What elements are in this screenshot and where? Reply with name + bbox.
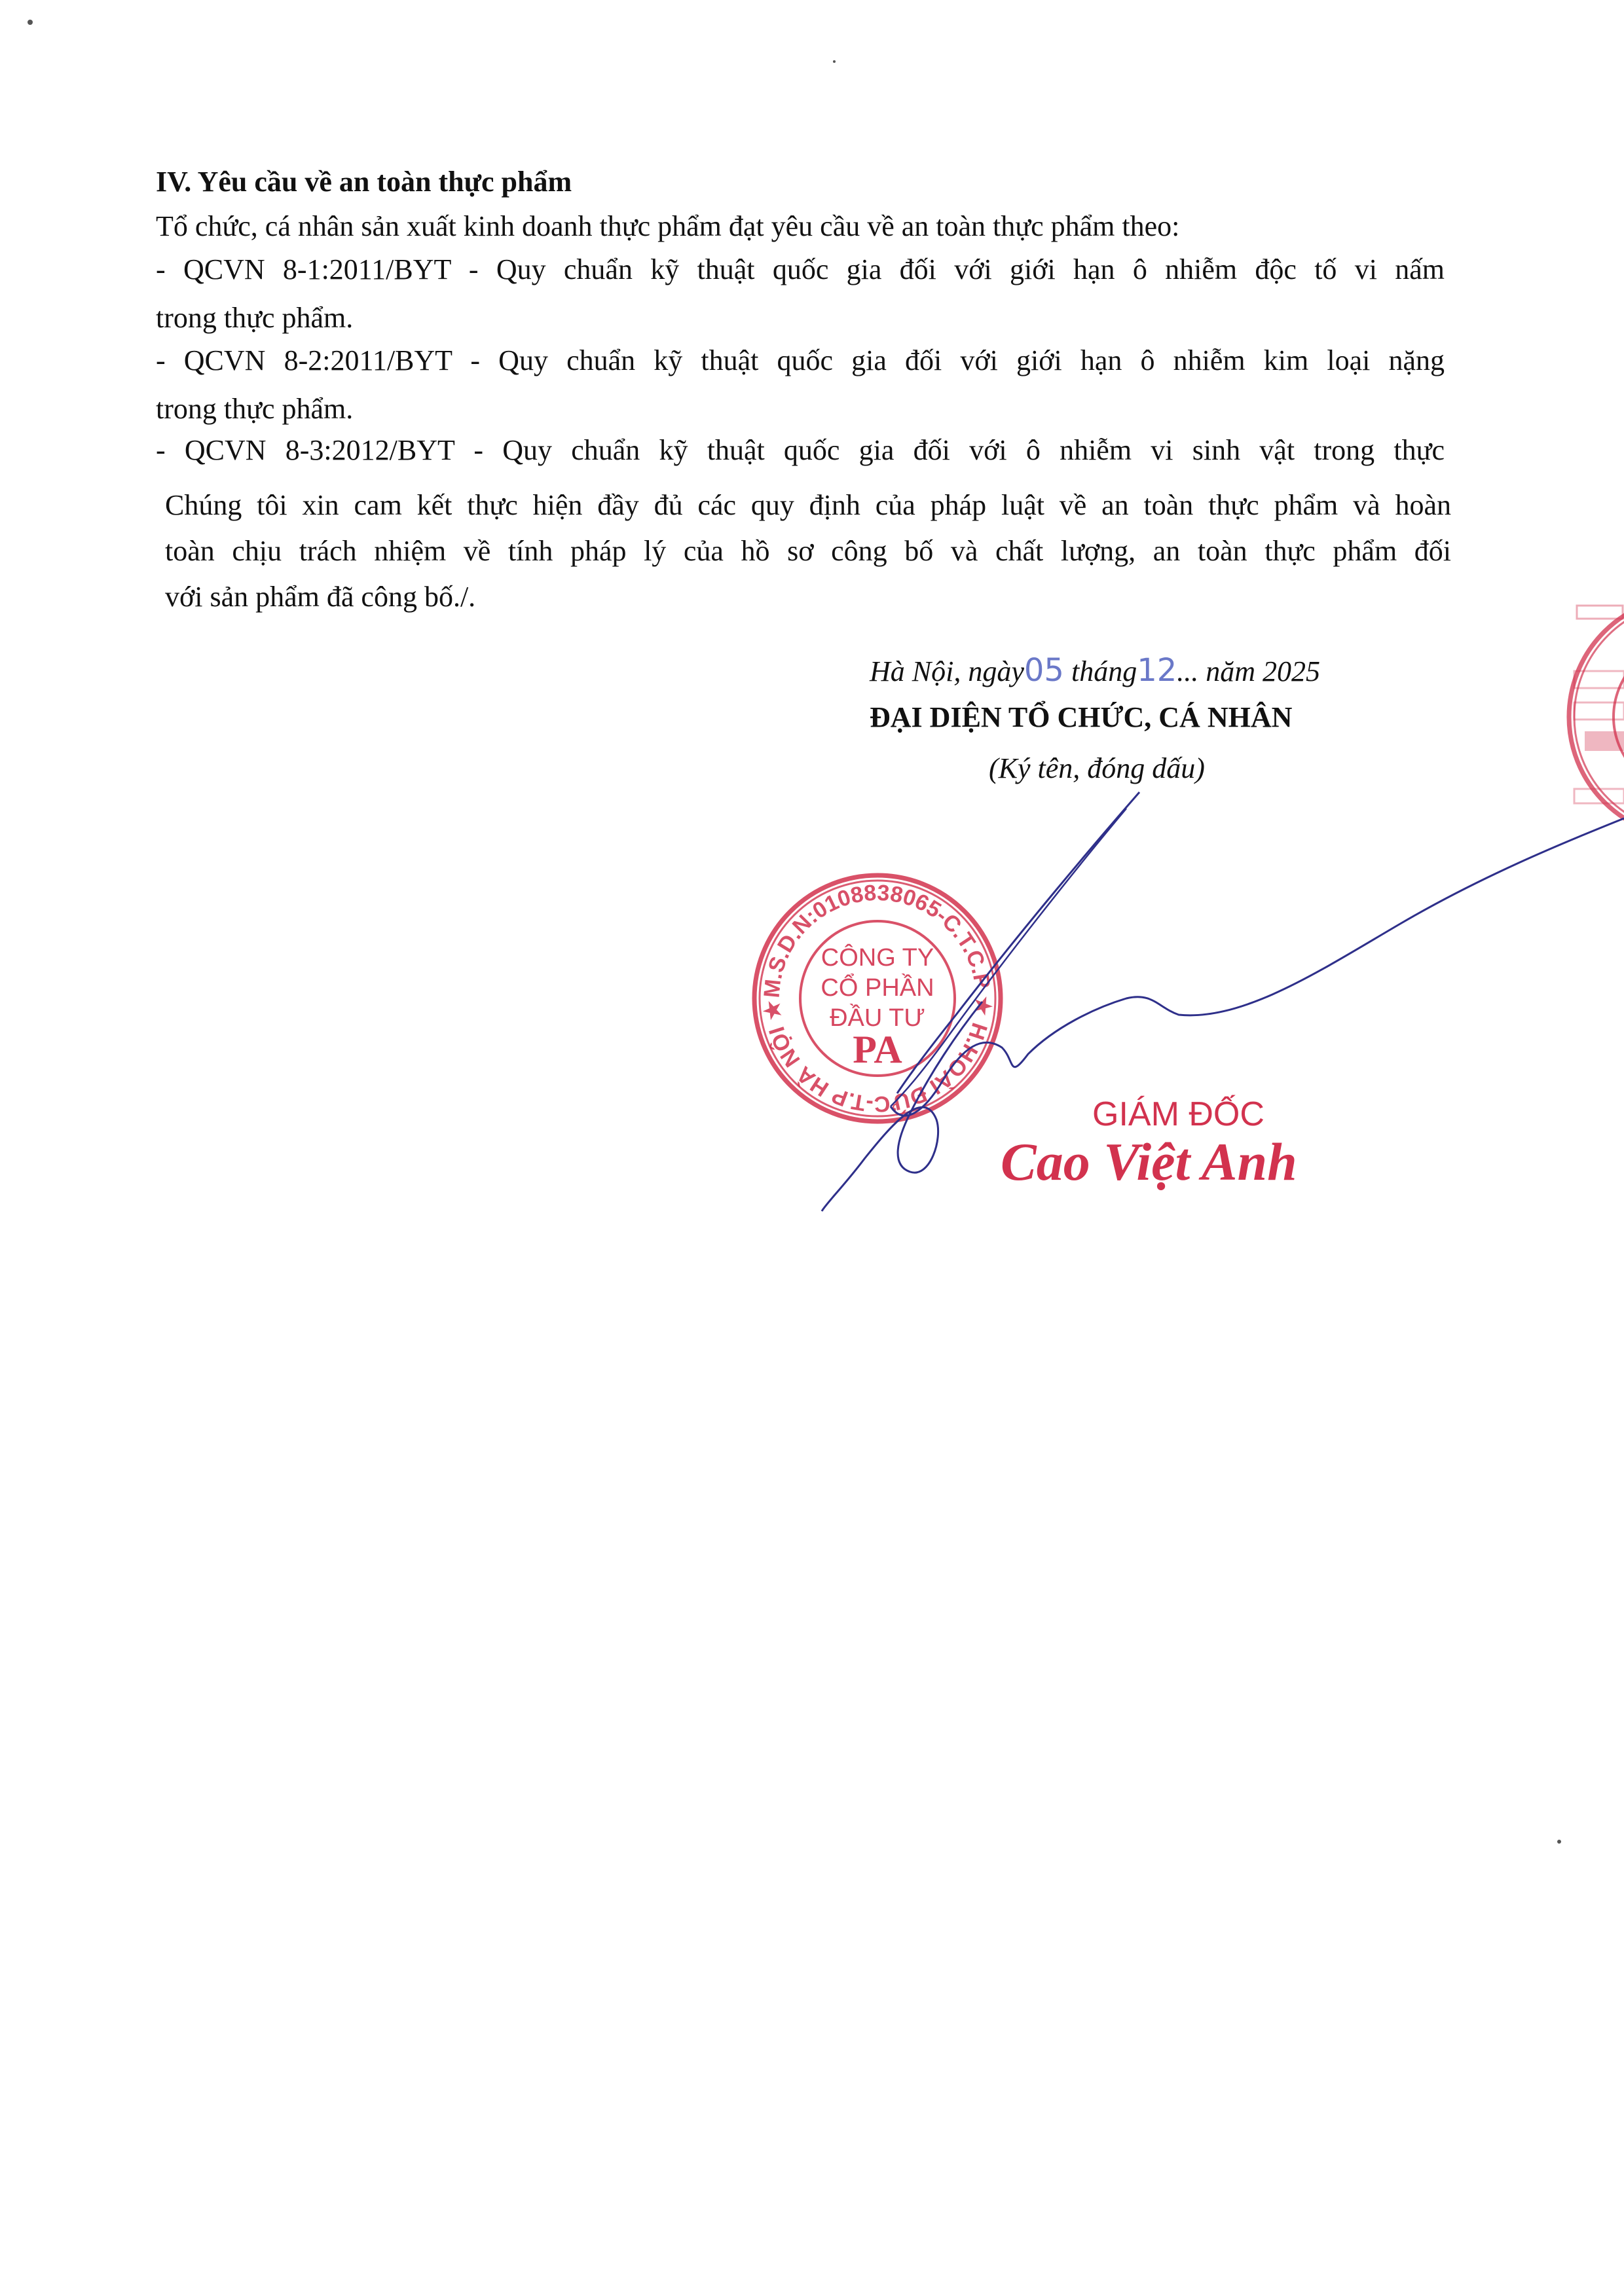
seal-line-3: ĐẦU TƯ	[830, 1004, 925, 1032]
date-year: ... năm 2025	[1177, 655, 1321, 687]
commitment-line-2: toàn chịu trách nhiệm về tính pháp lý của hồ sơ công bố và chất lượng, an toàn thực phẩm đối	[165, 535, 1451, 567]
date-month-label: tháng	[1063, 655, 1137, 687]
seal-mark: PA	[853, 1028, 902, 1071]
body-line-1: Tổ chức, cá nhân sản xuất kinh doanh thực phẩm đạt yêu cầu về an toàn thực phẩm theo:	[156, 210, 1180, 242]
scan-speck	[1557, 1840, 1561, 1844]
body-line-3: trong thực phẩm.	[156, 302, 354, 334]
date-line	[870, 652, 1320, 689]
scan-speck	[28, 20, 33, 25]
section-title: IV. Yêu cầu về an toàn thực phẩm	[156, 166, 572, 198]
director-title: GIÁM ĐỐC	[1092, 1095, 1264, 1133]
body-line-6: - QCVN 8-3:2012/BYT - Quy chuẩn kỹ thuật quốc gia đối với ô nhiễm vi sinh vật trong thực	[156, 434, 1445, 466]
scan-speck	[833, 60, 836, 63]
body-line-5: trong thực phẩm.	[156, 393, 354, 425]
seal-line-1: CÔNG TY	[821, 944, 934, 972]
director-name: Cao Việt Anh	[1001, 1132, 1297, 1192]
body-line-2: - QCVN 8-1:2011/BYT - Quy chuẩn kỹ thuật quốc gia đối với giới hạn ô nhiễm độc tố vi nấm	[156, 253, 1445, 285]
representative-title: ĐẠI DIỆN TỔ CHỨC, CÁ NHÂN	[870, 701, 1293, 733]
commitment-line-3: với sản phẩm đã công bố./.	[165, 581, 476, 613]
commitment-line-1: Chúng tôi xin cam kết thực hiện đầy đủ các quy định của pháp luật về an toàn thực phẩm và hoàn	[165, 489, 1451, 521]
seal-line-2: CỔ PHẦN	[821, 974, 934, 1002]
handwritten-day: 05	[1024, 652, 1064, 689]
seal-ring-text: M.S.D.N:0108838065-C.T.C.P ★ H.HOÀI ĐỨC-T.P HÀ NỘI ★	[759, 880, 996, 1117]
body-line-4: - QCVN 8-2:2011/BYT - Quy chuẩn kỹ thuật quốc gia đối với giới hạn ô nhiễm kim loại nặng	[156, 344, 1445, 376]
date-prefix: Hà Nội, ngày	[870, 655, 1024, 687]
handwritten-month: 12	[1137, 652, 1177, 689]
signature-note: (Ký tên, đóng dấu)	[989, 752, 1205, 784]
